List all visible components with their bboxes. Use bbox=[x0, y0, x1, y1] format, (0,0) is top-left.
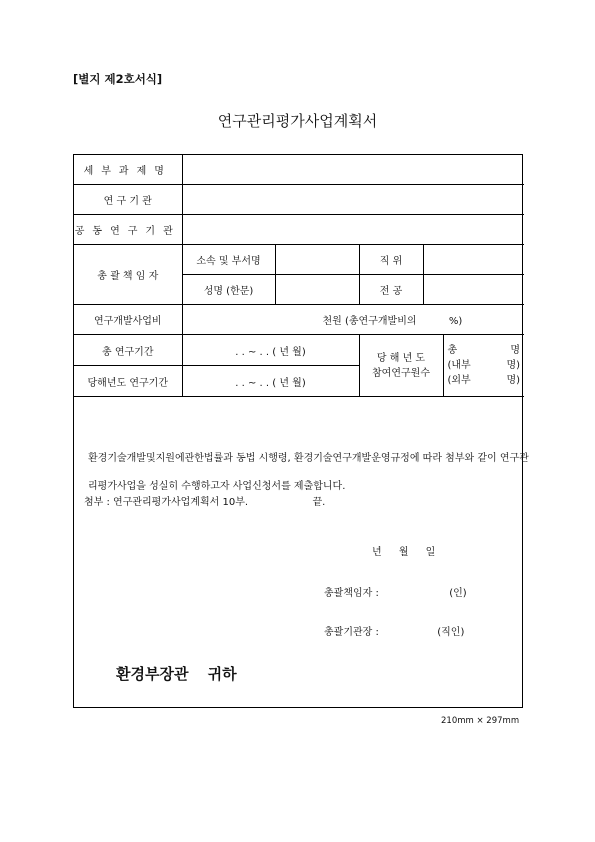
name-label: 성명 (한문) bbox=[182, 275, 275, 305]
budget-unit: 천원 (총연구개발비의 bbox=[322, 316, 417, 327]
project-name-label: 세부과제명 bbox=[74, 155, 182, 185]
staff-count-label bbox=[359, 335, 443, 397]
joint-institution-field[interactable] bbox=[182, 215, 524, 245]
head-signature-line bbox=[324, 623, 464, 638]
application-paragraph: 환경기술개발및지원에관한법률과 동법 시행령, 환경기술연구개발운영규정에 따라 첨부와 같이 연구관리평가사업을 성실히 수행하고자 사업신청서를 제출합니다. bbox=[88, 453, 529, 492]
head-seal[interactable]: (직인) bbox=[437, 627, 465, 638]
total-period-label: 총 연구기간 bbox=[74, 335, 182, 366]
chief-signature-line bbox=[324, 584, 467, 599]
major-field[interactable] bbox=[423, 275, 524, 305]
staff-outer-unit: 명) bbox=[506, 375, 521, 386]
table-row bbox=[74, 155, 524, 185]
dept-label: 소속 및 부서명 bbox=[182, 245, 275, 275]
chief-sign-label: 총괄책임자 : bbox=[324, 588, 379, 599]
end-mark: 끝. bbox=[312, 497, 326, 508]
table-row bbox=[74, 305, 524, 335]
staff-outer-label: (외부 bbox=[447, 375, 471, 386]
joint-institution-label: 공동연구기관 bbox=[74, 215, 182, 245]
dept-field[interactable] bbox=[275, 245, 359, 275]
budget-label: 연구개발사업비 bbox=[74, 305, 182, 335]
staff-label-line1: 당 해 년 도 bbox=[376, 352, 426, 364]
budget-field[interactable] bbox=[182, 305, 524, 335]
this-year-period-label: 당해년도 연구기간 bbox=[74, 366, 182, 397]
table-row bbox=[74, 335, 524, 366]
institution-label: 연 구 기 관 bbox=[74, 185, 182, 215]
form-frame bbox=[73, 154, 529, 708]
project-name-field[interactable] bbox=[182, 155, 524, 185]
budget-percent: %) bbox=[448, 316, 463, 327]
date-line[interactable]: 년 월 일 bbox=[372, 547, 436, 558]
table-row bbox=[74, 185, 524, 215]
total-period-field[interactable]: . . ~ . . ( 년 월) bbox=[182, 335, 359, 366]
head-sign-label: 총괄기관장 : bbox=[324, 627, 379, 638]
staff-inner-unit: 명) bbox=[506, 360, 521, 371]
paper-size-note: 210mm × 297mm bbox=[441, 716, 520, 726]
this-year-period-field[interactable]: . . ~ . . ( 년 월) bbox=[182, 366, 359, 397]
attachment-text: 첨부 : 연구관리평가사업계획서 10부. bbox=[84, 497, 249, 508]
table-row bbox=[74, 245, 524, 275]
form-number-label: [별지 제2호서식] bbox=[73, 72, 163, 86]
position-label: 직 위 bbox=[359, 245, 423, 275]
addressee: 환경부장관 귀하 bbox=[116, 665, 237, 683]
document-title: 연구관리평가사업계획서 bbox=[217, 112, 378, 130]
staff-total-unit: 명 bbox=[510, 345, 521, 356]
staff-inner-label: (내부 bbox=[447, 360, 471, 371]
table-row bbox=[74, 215, 524, 245]
major-label: 전 공 bbox=[359, 275, 423, 305]
staff-total-label: 총 bbox=[447, 345, 458, 356]
name-field[interactable] bbox=[275, 275, 359, 305]
info-table bbox=[74, 155, 524, 397]
institution-field[interactable] bbox=[182, 185, 524, 215]
position-field[interactable] bbox=[423, 245, 524, 275]
staff-count-field[interactable] bbox=[443, 335, 524, 397]
attachment-line bbox=[84, 493, 532, 508]
staff-label-line2: 참여연구원수 bbox=[372, 367, 430, 379]
chief-seal[interactable]: (인) bbox=[449, 588, 467, 599]
chief-label: 총 괄 책 임 자 bbox=[74, 245, 182, 305]
